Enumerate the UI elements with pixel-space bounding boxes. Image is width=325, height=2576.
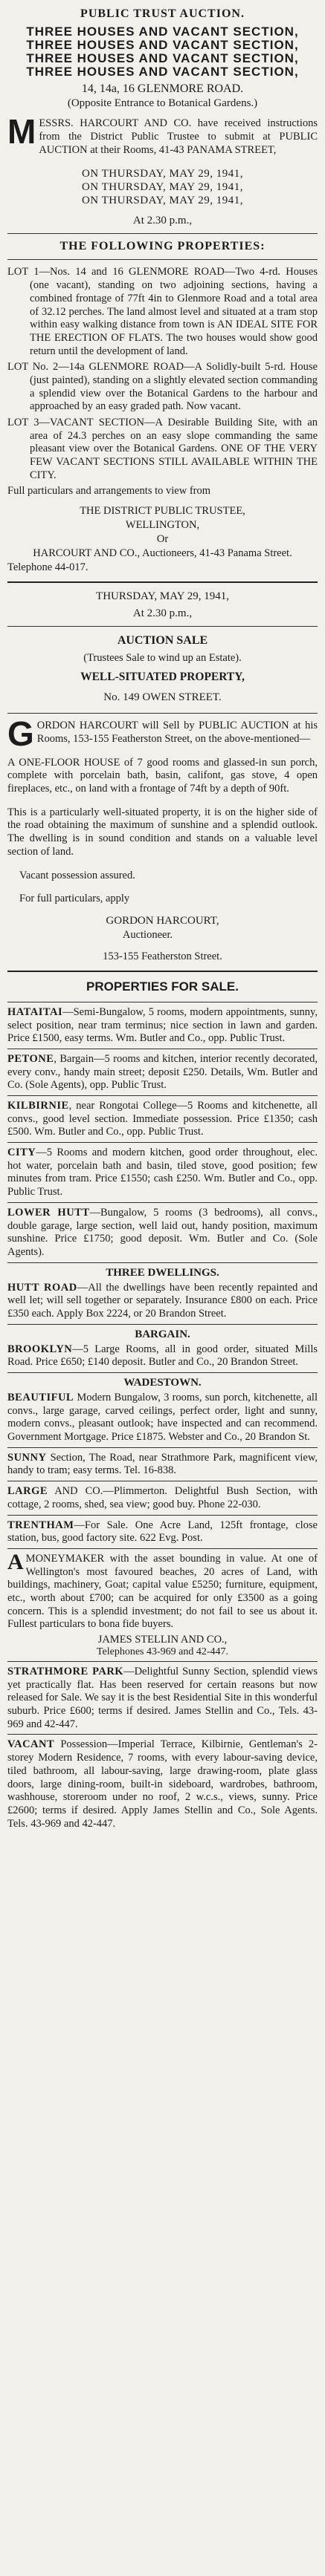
ad-text: Section, The Road, near Strathmore Park, magnificent view, handy to tram; easy terms. Tel. 16-838.: [7, 1451, 318, 1477]
properties-heading: PROPERTIES FOR SALE.: [86, 979, 239, 994]
ad-text: —For Sale. One Acre Land, 125ft frontage, close station, bus, good factory site. 622 Evg. Post.: [7, 1519, 318, 1545]
auction-sale-date: THURSDAY, MAY 29, 1941,: [96, 590, 229, 603]
ad-text: Modern Bungalow, 3 rooms, sun porch, kitchenette, all convs., large garage, carved ceilings, perfect order, light and sunny, modern convs., pleasant outlook; have inspected and can recommend. Government Mortgage. Price £1875. Webster and Co., 20 Brandon St.: [7, 1392, 318, 1444]
gordon-intro-text: ORDON HARCOURT will Sell by PUBLIC AUCTION at his Rooms, 153-155 Featherston Street, on the above-mentioned—: [36, 720, 318, 746]
gordon-name: GORDON HARCOURT,: [106, 914, 219, 927]
divider: [7, 259, 318, 260]
ad-lower-hutt: [7, 1202, 318, 1262]
three-dwellings-title: THREE DWELLINGS.: [106, 1266, 219, 1279]
public-trust-heading: PUBLIC TRUST AUCTION.: [80, 7, 245, 20]
moneymaker-dropcap: A: [7, 1549, 24, 1574]
ad-sunny: [7, 1447, 318, 1481]
ad-text: Possession—Imperial Terrace, Kilbirnie, Gentleman's 2-storey Modern Residence, 7 rooms, with every labour-saving device, tiled bathroom, all labour-saving, large drawing-room, plate glass doors, large dining-room, built-in sideboard, wardrobes, bathroom, washhouse, storeroom under no roof, 2 w.c.s., views, sunny. Price £2600; terms if desired. Apply James Stellin and Co., Sole Agents. Tels. 43-969 and 42-447.: [7, 1738, 318, 1830]
ad-label: HATAITAI: [7, 1005, 63, 1018]
date-line-3: ON THURSDAY, MAY 29, 1941,: [81, 195, 244, 207]
opposite-note: (Opposite Entrance to Botanical Gardens.): [67, 97, 258, 110]
gordon-intro: [7, 714, 318, 754]
intro-dropcap: M: [7, 112, 36, 151]
lot-3: LOT 3—VACANT SECTION—A Desirable Building Site, with an area of 24.3 perches on an easy slope commanding the same pleasant view over the Botanical Gardens. ONE OF THE VERY FEW VACANT SECTIONS STILL AVAILABLE WITHIN THE CITY.: [7, 417, 318, 481]
headline-block: [7, 25, 318, 78]
auction-sale-heading: AUCTION SALE: [117, 634, 208, 648]
headline-line-3: THREE HOUSES AND VACANT SECTION,: [26, 50, 299, 65]
intro-paragraph: [7, 112, 318, 157]
ad-label: SUNNY: [7, 1451, 47, 1464]
wadestown-title: WADESTOWN.: [123, 1377, 202, 1389]
divider: [7, 626, 318, 627]
auction-time: At 2.30 p.m.,: [132, 215, 193, 227]
ad-three-dwellings: [7, 1262, 318, 1324]
ad-text: MONEYMAKER with the asset bounding in value. At one of Wellington's most favoured beaches, 20 acres of Land, with buildings, machinery, Goat; capital value £5250; furniture, equipment, etc., worth about £700; can be acquired for only £3500 as a going concern. This is a splendid investment; do not fail to see us about it. Fullest particulars to bona fide buyers.: [7, 1552, 318, 1631]
ad-text: —Semi-Bungalow, 5 rooms, modern appointments, sunny, select position, near tram terminus; nice section in lawn and garden. Price £1500, easy terms. Wm. Butler and Co., opp. Public Trust.: [7, 1005, 318, 1045]
ad-text: , near Rongotai College—5 Rooms and kitchenette, all convs., good level section. Immediate possession. Price £1350; cash £500. Wm. Butler and Co., opp. Public Trust.: [7, 1100, 318, 1138]
headline-line-2: THREE HOUSES AND VACANT SECTION,: [26, 37, 299, 52]
ad-label: LOWER HUTT: [7, 1206, 90, 1219]
lot-1: LOT 1—Nos. 14 and 16 GLENMORE ROAD—Two 4-rd. Houses (one vacant), standing on two adjoining sections, having a combined frontage of 77ft 4in to Glenmore Road and a total area of 32.12 perches. The land almost level and situated at a tram stop within easy walking distance from town is AN IDEAL SITE FOR THE ERECTION OF FLATS. The two houses would show good return until the development of land.: [7, 266, 318, 357]
ad-text: —All the dwellings have been recently repainted and well let; will sell together or separately. Insurance £800 on each. Price £350 each. Apply Box 2224, or 20 Brandon Street.: [7, 1281, 318, 1320]
ad-city: [7, 1142, 318, 1202]
auction-dates: [7, 167, 318, 207]
ad-label: HUTT ROAD: [7, 1281, 77, 1294]
ad-label: CITY: [7, 1147, 36, 1159]
trustee-signature: [7, 504, 318, 574]
lot-2: LOT No. 2—14a GLENMORE ROAD—A Solidly-built 5-rd. House (just painted), standing on a slightly elevated section commanding a splendid view over the Botanical Gardens to the harbour and approached by an easy graded path. Now vacant.: [7, 361, 318, 413]
ad-label: TRENTHAM: [7, 1519, 74, 1531]
stellin-name: JAMES STELLIN AND CO.,: [97, 1634, 228, 1646]
ad-label: STRATHMORE PARK: [7, 1666, 124, 1678]
section-divider: [7, 581, 318, 583]
auction-sale-time: At 2.30 p.m.,: [132, 607, 193, 620]
following-heading: THE FOLLOWING PROPERTIES:: [59, 240, 266, 253]
gordon-title: Auctioneer.: [122, 928, 173, 941]
headline-line-1: THREE HOUSES AND VACANT SECTION,: [26, 25, 299, 39]
ad-text: , Bargain—5 rooms and kitchen, interior recently decorated, every conv., handy main street; deposit £250. Details, Wm. Butler and Co. (Sole Agents), opp. Public Trust.: [7, 1052, 318, 1092]
ad-label: VACANT: [7, 1738, 55, 1751]
date-line-2: ON THURSDAY, MAY 29, 1941,: [81, 181, 244, 194]
ad-petone: [7, 1049, 318, 1095]
ad-kilbirnie: [7, 1095, 318, 1142]
ad-text: —5 Rooms and modern kitchen, good order throughout, elec. hot water, porcelain bath and basin, tiled stove, good position; few minutes from tram. Price £1550; cash £250. Wm. Butler and Co., opp. Public Trust.: [7, 1147, 318, 1199]
house-description: A ONE-FLOOR HOUSE of 7 good rooms and glassed-in sun porch, complete with porcelain bath, basin, califont, gas stove, 4 open fireplaces, etc., on land with a frontage of 74ft by a depth of 90ft.: [7, 756, 318, 795]
ad-text: —Bungalow, 5 rooms (3 bedrooms), all convs., double garage, large section, well laid out, handy position, maximum sunshine. Price £1750; good deposit. Wm. Butler and Co. (Sole Agents).: [7, 1206, 318, 1258]
well-situated-heading: WELL-SITUATED PROPERTY,: [80, 671, 245, 684]
gordon-dropcap: G: [7, 714, 34, 754]
property-address: 14, 14a, 16 GLENMORE ROAD.: [81, 82, 244, 96]
ad-vacant: [7, 1734, 318, 1833]
ad-label: BROOKLYN: [7, 1343, 73, 1355]
ad-wadestown: [7, 1372, 318, 1447]
ad-label: KILBIRNIE: [7, 1100, 69, 1112]
ad-large: [7, 1481, 318, 1514]
ad-text: AND CO.—Plimmerton. Delightful Bush Section, with cottage, 2 rooms, shed, sea view; good buy. Phone 22-030.: [7, 1485, 318, 1510]
intro-text: ESSRS. HARCOURT AND CO. have received instructions from the District Public Trustee to submit at PUBLIC AUCTION at their Rooms, 41-43 PANAMA STREET,: [39, 117, 318, 156]
ad-label: BEAUTIFUL: [7, 1392, 74, 1404]
ad-bargain: [7, 1324, 318, 1372]
ad-label: LARGE: [7, 1485, 48, 1498]
arrangements-text: Full particulars and arrangements to view from: [7, 485, 211, 498]
trustees-note: (Trustees Sale to wind up an Estate).: [83, 652, 242, 665]
particulars-note: For full particulars, apply: [19, 893, 130, 905]
section-divider: [7, 971, 318, 972]
ad-moneymaker: [7, 1548, 318, 1661]
ad-text: —5 Large Rooms, all in good order, situated Mills Road. Price £650; £140 deposit. Butler and Co., 20 Brandon Street.: [7, 1343, 318, 1369]
ad-trentham: [7, 1515, 318, 1548]
or-text: Or: [156, 532, 169, 545]
telephone-text: Telephone 44-017.: [7, 561, 89, 573]
ad-strathmore: [7, 1661, 318, 1734]
owen-street-address: No. 149 OWEN STREET.: [103, 691, 222, 704]
auctioneers-text: HARCOURT AND CO., Auctioneers, 41-43 Panama Street.: [33, 547, 292, 559]
gordon-address: 153-155 Featherston Street.: [103, 950, 222, 962]
ad-text: —Delightful Sunny Section, splendid views yet practically flat. Has been reserved for certain reasons but now released for Sale. We say it is the best Residential Site in this wonderful suburb. Price £600; terms if desired. James Stellin and Co., Tels. 43-969 and 42-447.: [7, 1666, 318, 1730]
trustee-city: WELLINGTON,: [125, 518, 200, 531]
trustee-name: THE DISTRICT PUBLIC TRUSTEE,: [80, 505, 245, 518]
divider: [7, 233, 318, 234]
bargain-title: BARGAIN.: [135, 1328, 190, 1340]
headline-line-4: THREE HOUSES AND VACANT SECTION,: [26, 64, 299, 79]
property-note: This is a particularly well-situated property, it is on the higher side of the road obtaining the maximum of sunshine and a splendid outlook. The dwelling is in sound condition and stands on a valuable level section of land.: [7, 806, 318, 858]
ad-label: PETONE: [7, 1052, 54, 1065]
newspaper-page: [7, 0, 318, 1841]
stellin-telephone: Telephones 43-969 and 42-447.: [96, 1646, 229, 1658]
divider: [7, 713, 318, 714]
vacant-note: Vacant possession assured.: [19, 869, 135, 881]
date-line-1: ON THURSDAY, MAY 29, 1941,: [81, 168, 244, 180]
ad-hataitai: [7, 1002, 318, 1049]
